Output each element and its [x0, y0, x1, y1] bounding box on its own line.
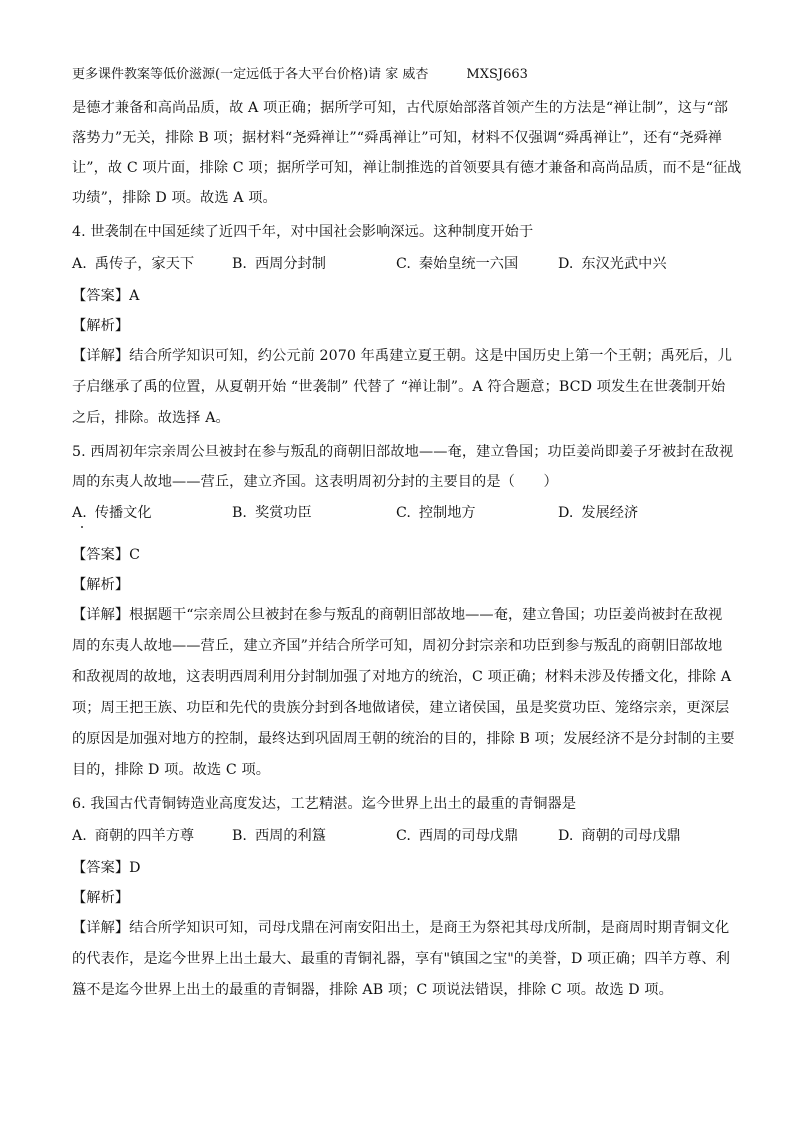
detail-line: 的代表作，是迄今世界上出土最大、最重的青铜礼器，享有"镇国之宝"的美誉，D 项正确；四羊方尊、利 — [72, 951, 730, 967]
detail-line: 【详解】结合所学知识可知，约公元前 2070 年禹建立夏王朝。这是中国历史上第一个王朝；禹死后，儿 — [72, 348, 733, 364]
header-code: MXSJ663 — [466, 67, 528, 82]
detail-line: 【详解】根据题干“宗亲周公旦被封在参与叛乱的商朝旧部故地——奄，建立鲁国；功臣姜尚被封在敌视 — [72, 607, 723, 623]
option-c: C. 西周的司母戊鼎 — [396, 828, 519, 844]
stray-dot — [81, 526, 83, 528]
header-note — [72, 66, 528, 84]
detail-line: 之后，排除。故选择 A。 — [72, 410, 230, 426]
analysis-label: 【解析】 — [72, 577, 130, 593]
question-5-stem: 5. 西周初年宗亲周公旦被封在参与叛乱的商朝旧部故地——奄，建立鲁国；功臣姜尚即姜子牙被封在敌视 — [72, 444, 734, 460]
analysis-label: 【解析】 — [72, 318, 130, 334]
answer-label: 【答案】A — [72, 288, 140, 304]
paragraph-line: 是德才兼备和高尚品质，故 A 项正确；据所学可知，古代原始部落首领产生的方法是“禅让制”，这与“部 — [72, 100, 728, 116]
question-5-options — [72, 503, 732, 523]
option-b: B. 西周分封制 — [232, 256, 326, 272]
detail-line: 子启继承了禹的位置，从夏朝开始 “世袭制” 代替了 “禅让制”。A 符合题意；BCD 项发生在世袭制开始 — [72, 379, 726, 395]
option-d: D. 商朝的司母戊鼎 — [558, 828, 681, 844]
detail-line: 【详解】结合所学知识可知，司母戊鼎在河南安阳出土，是商王为祭祀其母戊所制，是商周时期青铜文化 — [72, 920, 730, 936]
question-4-options — [72, 254, 732, 274]
option-b: B. 西周的利簋 — [232, 828, 326, 844]
option-d: D. 发展经济 — [558, 505, 639, 521]
option-b: B. 奖赏功臣 — [232, 505, 312, 521]
detail-line: 的原因是加强对地方的控制，最终达到巩固周王朝的统治的目的，排除 B 项；发展经济不是分封制的主要 — [72, 731, 735, 747]
detail-line: 簋不是迄今世界上出土的最重的青铜器，排除 AB 项；C 项说法错误，排除 C 项。故选 D 项。 — [72, 982, 673, 998]
question-5-stem: 周的东夷人故地——营丘，建立齐国。这表明周初分封的主要目的是（ ） — [72, 474, 558, 490]
option-d: D. 东汉光武中兴 — [558, 256, 667, 272]
option-a: A. 禹传子，家天下 — [72, 256, 195, 272]
paragraph-line: 功绩”，排除 D 项。故选 A 项。 — [72, 190, 277, 206]
header-note-text: 更多课件教案等低价滋源(一定远低于各大平台价格)请 家 威杏 — [72, 67, 429, 82]
paragraph-line: 让”，故 C 项片面，排除 C 项；据所学可知，禅让制推选的首领要具有德才兼备和高尚品质，而不是“征战 — [72, 160, 742, 176]
question-6-stem: 6. 我国古代青铜铸造业高度发达，工艺精湛。迄今世界上出土的最重的青铜器是 — [72, 796, 577, 812]
paragraph-line: 落势力”无关，排除 B 项；据材料“尧舜禅让”“舜禹禅让”可知，材料不仅强调“舜禹禅让”，还有“尧舜禅 — [72, 130, 723, 146]
detail-line: 项；周王把王族、功臣和先代的贵族分封到各地做诸侯，建立诸侯国，虽是奖赏功臣、笼络宗亲，更深层 — [72, 700, 730, 716]
option-a: A. 商朝的四羊方尊 — [72, 828, 195, 844]
analysis-label: 【解析】 — [72, 890, 130, 906]
detail-line: 目的，排除 D 项。故选 C 项。 — [72, 762, 271, 778]
option-a: A. 传播文化 — [72, 505, 152, 521]
option-c: C. 秦始皇统一六国 — [396, 256, 519, 272]
answer-label: 【答案】D — [72, 860, 141, 876]
detail-line: 和敌视周的故地，这表明西周利用分封制加强了对地方的统治，C 项正确；材料未涉及传播文化，排除 A — [72, 669, 732, 685]
answer-label: 【答案】C — [72, 547, 141, 563]
question-4-stem: 4. 世袭制在中国延续了近四千年，对中国社会影响深远。这种制度开始于 — [72, 224, 534, 240]
detail-line: 周的东夷人故地——营丘，建立齐国”并结合所学可知，周初分封宗亲和功臣到参与叛乱的商朝旧部故地 — [72, 638, 723, 654]
question-6-options — [72, 826, 732, 846]
option-c: C. 控制地方 — [396, 505, 476, 521]
